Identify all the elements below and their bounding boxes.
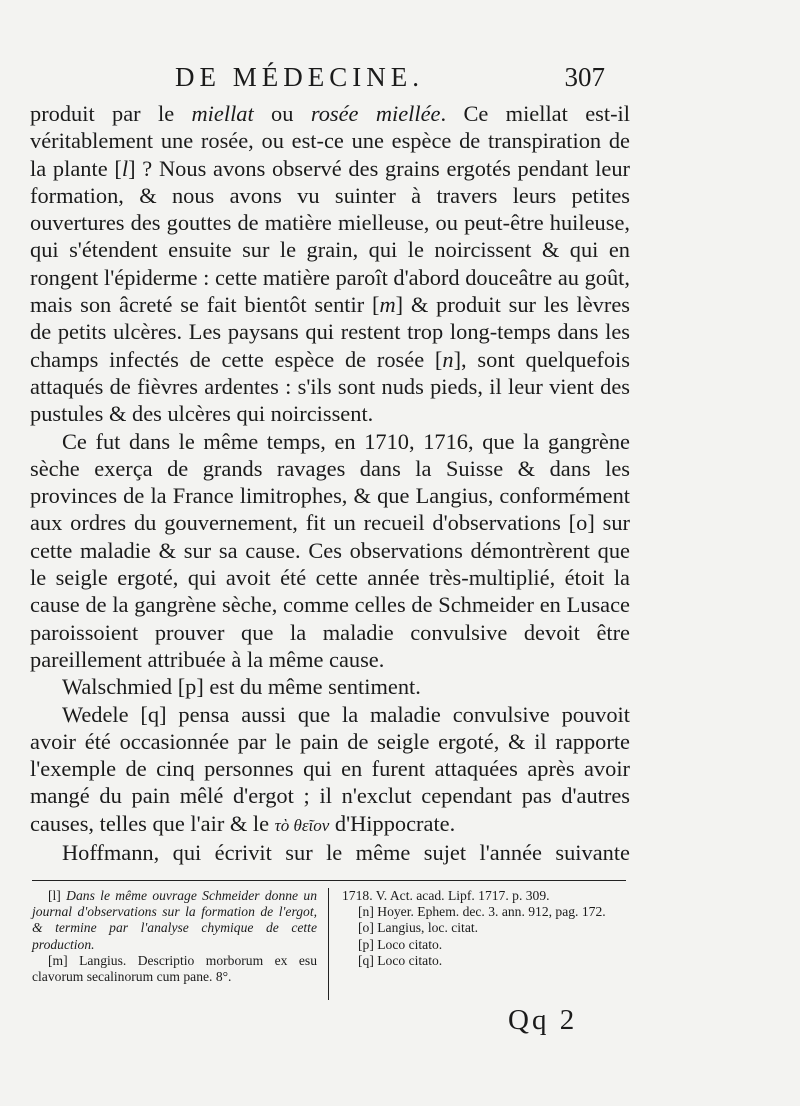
page-header xyxy=(60,62,605,96)
footnote-l-mark: [l] xyxy=(48,888,67,903)
p1-text-c: ou xyxy=(253,101,311,126)
p1-text-a: produit par le xyxy=(30,101,192,126)
p1-term-miellat: miellat xyxy=(191,101,254,126)
paragraph-3: Walschmied [p] est du même sentiment. xyxy=(62,674,421,700)
p4-text-a: Wedele [q] pensa aussi que la maladie convulsive pouvoit avoir été occasionnée par le pain de seigle ergoté, & il rapporte l'exemple de cinq personnes qui en furent attaquées après avoir mangé du pain mêlé d'ergot ; il n'exclut cependant pas d'autres causes, telles que l'air & le xyxy=(30,701,630,836)
footnotes-left-column xyxy=(32,888,317,985)
page-number: 307 xyxy=(564,62,605,92)
footnote-o: [o] Langius, loc. citat. xyxy=(358,920,479,936)
footnote-ref-n: n xyxy=(442,346,454,372)
paragraph-4 xyxy=(30,701,630,839)
footnote-column-divider xyxy=(328,888,329,1000)
paragraph-1 xyxy=(30,100,630,428)
paragraph-2: Ce fut dans le même temps, en 1710, 1716, que la gangrène sèche exerça de grands ravages dans la Suisse & dans les provinces de la France limitrophes, & que Langius, conformément aux ordres du gouvernement, fit un recueil d'observations [o] sur cette maladie & sur sa cause. Ces observations démontrèrent que le seigle ergoté, qui avoit été cette année très-multiplié, étoit la cause de la gangrène sèche, comme celles de Schmeider en Lusace paroissoient prouver que la maladie convulsive devoit être pareillement attribuée à la même cause. xyxy=(30,428,630,672)
footnote-ref-l: l xyxy=(121,155,129,181)
signature-mark: Qq 2 xyxy=(508,1004,578,1036)
paragraph-5: Hoffmann, qui écrivit sur le même sujet l'année suivante xyxy=(62,840,630,866)
footnote-p: [p] Loco citato. xyxy=(358,936,443,952)
p4-text-b: d'Hippocrate. xyxy=(329,810,456,836)
footnote-rule xyxy=(32,880,626,881)
footnote-m: [m] Langius. Descriptio morborum ex esu clavorum secalinorum cum pane. 8°. xyxy=(32,952,317,985)
footnote-l xyxy=(32,888,317,953)
p1-term-rosee-miellee: rosée miellée xyxy=(310,101,441,126)
p1-text-g: ] ? Nous avons observé des grains ergotés pendant leur formation, & nous avons vu suinter à travers leurs petites ouvertures des gouttes de matière mielleuse, ou peut-être huileuse, qui s'étendent ensuite sur le grain, qui le noircissent & qui en rongent l'épiderme : cette matière paroît d'abord douceâtre au goût, mais son âcreté se fait bientôt sentir [ xyxy=(30,155,630,318)
greek-phrase: τὸ θεῖον xyxy=(274,815,330,835)
p1-text-k: ], sont quelquefois attaqués de fièvres ardentes : s'ils sont nuds pieds, il leur vient des pustules & des ulcères qui noircissent. xyxy=(30,346,630,427)
footnotes-right-column xyxy=(342,888,627,969)
running-head: DE MÉDECINE. xyxy=(175,62,424,92)
p1-text-e: . Ce miellat est-il véritablement une rosée, ou est-ce une espèce de transpiration de la plante [ xyxy=(30,101,630,181)
footnote-m-continued: 1718. V. Act. acad. Lipf. 1717. p. 309. xyxy=(342,888,550,903)
footnote-l-text: Dans le même ouvrage Schmeider donne un journal d'observations sur la formation de l'ergot, & termine par l'analyse chymique de cette production. xyxy=(32,888,317,952)
footnote-n: [n] Hoyer. Ephem. dec. 3. ann. 912, pag. 172. xyxy=(358,904,606,920)
main-text xyxy=(30,100,630,866)
footnote-q: [q] Loco citato. xyxy=(358,952,443,968)
p1-text-i: ] & produit sur les lèvres de petits ulcères. Les paysans qui restent trop long-temps dans les champs infectés de cette espèce de rosée [ xyxy=(30,292,630,372)
footnote-ref-m: m xyxy=(379,292,396,318)
